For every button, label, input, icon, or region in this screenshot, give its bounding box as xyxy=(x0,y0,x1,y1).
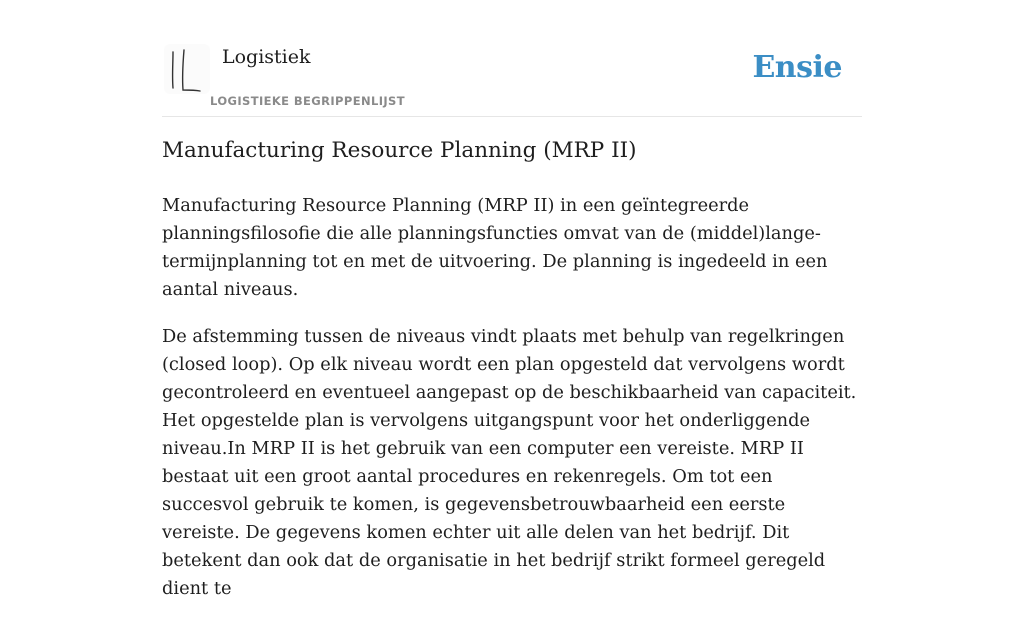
site-subtitle: LOGISTIEKE BEGRIPPENLIJST xyxy=(210,94,405,108)
article-paragraph: De afstemming tussen de niveaus vindt plaats met behulp van regelkringen (closed loop). Op elk niveau wordt een plan opgesteld dat vervolgens wordt gecontroleerd en eventueel aangepast op de beschikbaarheid van capaciteit. Het opgestelde plan is vervolgens uitgangspunt voor het onderliggende niveau.In MRP II is het gebruik van een computer een vereiste. MRP II bestaat uit een groot aantal procedures en rekenregels. Om tot een succesvol gebruik te komen, is gegevensbetrouwbaarheid een eerste vereiste. De gegevens komen echter uit alle delen van het bedrijf. Dit betekent dan ook dat de organisatie in het bedrijf strikt formeel geregeld dient te xyxy=(162,326,857,599)
site-title[interactable]: Logistiek xyxy=(222,46,311,68)
handwritten-lg-logo-icon[interactable] xyxy=(164,44,210,94)
article-body xyxy=(162,192,862,622)
site-header xyxy=(162,40,862,117)
page-title: Manufacturing Resource Planning (MRP II) xyxy=(162,138,637,163)
article-paragraph: Manufacturing Resource Planning (MRP II) in een geïntegreerde planningsfilosofie die alle planningsfuncties omvat van de (middel)lange-termijnplanning tot en met de uitvoering. De planning is ingedeeld in een aantal niveaus. xyxy=(162,195,828,300)
brand-logo[interactable]: Ensie xyxy=(752,50,842,85)
